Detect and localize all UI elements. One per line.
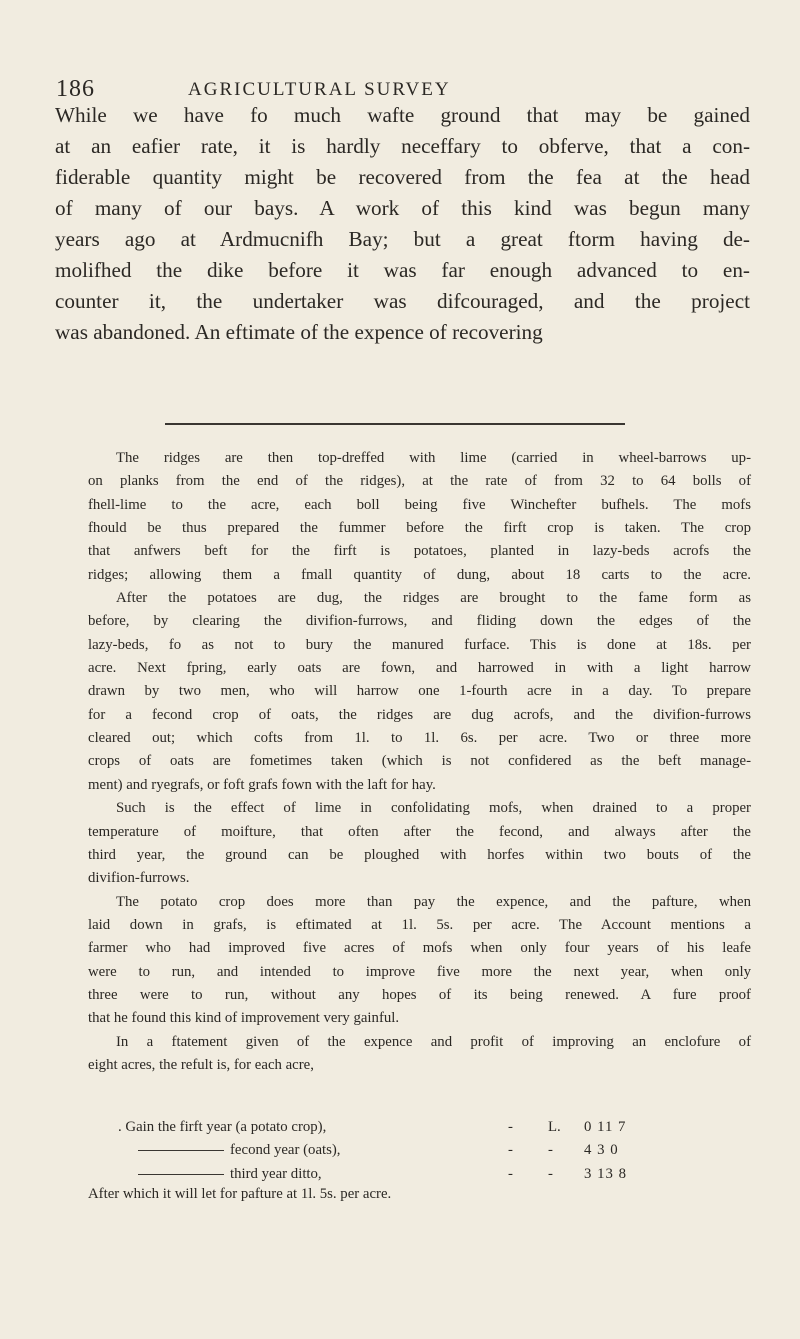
note-line: In a ftatement given of the expence and profit of improving an enclofure of <box>116 1033 751 1050</box>
main-line: While we have fo much wafte ground that may be gained <box>55 103 750 127</box>
ditto-rule <box>138 1150 224 1151</box>
note-line: cleared out; which cofts from 1l. to 1l. 6s. per acre. Two or three more <box>88 730 751 747</box>
note-line: for a fecond crop of oats, the ridges are dug acrofs, and the divifion-furrows <box>88 706 751 723</box>
note-line: were to run, and intended to improve five more the next year, when only <box>88 963 751 980</box>
note-line: third year, the ground can be ploughed with horfes within two bouts of the <box>88 846 751 863</box>
note-line: divifion-furrows. <box>88 870 190 887</box>
note-line: temperature of moifture, that often after the fecond, and always after the <box>88 823 751 840</box>
note-line: eight acres, the refult is, for each acre, <box>88 1056 314 1073</box>
note-line: The potato crop does more than pay the expence, and the pafture, when <box>116 893 751 910</box>
gain-amount: 0 11 7 <box>584 1119 627 1135</box>
note-line: three were to run, without any hopes of its being renewed. A fure proof <box>88 986 751 1003</box>
gain-amount: 3 13 8 <box>584 1165 627 1182</box>
gain-label: . Gain the firft year (a potato crop), <box>118 1119 327 1135</box>
note-line: farmer who had improved five acres of mofs when only four years of his leafe <box>88 940 751 957</box>
page-number: 186 <box>56 76 95 102</box>
note-line: on planks from the end of the ridges), at the rate of from 32 to 64 bolls of <box>88 473 751 490</box>
gain-label: third year ditto, <box>230 1165 322 1182</box>
main-line: fiderable quantity might be recovered from the fea at the head <box>55 165 750 189</box>
gain-label: fecond year (oats), <box>230 1142 341 1159</box>
note-line: acre. Next fpring, early oats are fown, and harrowed in with a light harrow <box>88 660 751 677</box>
note-line: The ridges are then top-dreffed with lime (carried in wheel-barrows up- <box>116 450 751 466</box>
ditto-rule <box>138 1174 224 1175</box>
gain-dash: - <box>508 1119 513 1135</box>
gain-dash: - <box>508 1165 513 1182</box>
note-line: before, by clearing the divifion-furrows, and fliding down the edges of the <box>88 613 751 630</box>
main-line: at an eafier rate, it is hardly neceffary to obferve, that a con- <box>55 134 750 158</box>
gain-row <box>88 1163 751 1186</box>
gain-amount: 4 3 0 <box>584 1142 619 1159</box>
running-head: AGRICULTURAL SURVEY <box>188 79 451 100</box>
main-line: was abandoned. An eftimate of the expence of recovering <box>55 320 543 344</box>
note-line: drawn by two men, who will harrow one 1-fourth acre in a day. To prepare <box>88 683 751 700</box>
note-line: ment) and ryegrafs, or foft grafs fown with the laft for hay. <box>88 776 436 793</box>
note-line: fhould be thus prepared the fummer before the firft crop is taken. The crop <box>88 520 751 537</box>
gain-row <box>88 1139 751 1162</box>
gain-dash: - <box>548 1142 553 1159</box>
gain-dash: - <box>508 1142 513 1159</box>
footnote-rule <box>165 423 625 425</box>
main-line: years ago at Ardmucnifh Bay; but a great ftorm having de- <box>55 227 750 251</box>
gain-table <box>88 1116 751 1186</box>
note-line: that he found this kind of improvement very gainful. <box>88 1010 400 1027</box>
note-line: that anfwers beft for the firft is potatoes, planted in lazy-beds acrofs the <box>88 543 751 560</box>
main-paragraph <box>55 100 750 348</box>
note-line: fhell-lime to the acre, each boll being five Winchefter bufhels. The mofs <box>88 496 751 513</box>
note-line: Such is the effect of lime in confolidating mofs, when drained to a proper <box>116 800 751 817</box>
main-line: of many of our bays. A work of this kind was begun many <box>55 196 750 220</box>
footnote-block <box>88 447 751 1077</box>
main-line: counter it, the undertaker was difcouraged, and the project <box>55 289 750 313</box>
closing-line: After which it will let for pafture at 1l. 5s. per acre. <box>88 1186 392 1202</box>
gain-row <box>88 1116 751 1139</box>
note-line: laid down in grafs, is eftimated at 1l. 5s. per acre. The Account mentions a <box>88 916 751 933</box>
note-line: After the potatoes are dug, the ridges are brought to the fame form as <box>116 590 751 607</box>
main-line: molifhed the dike before it was far enough advanced to en- <box>55 258 750 282</box>
gain-currency: L. <box>548 1119 561 1135</box>
note-line: lazy-beds, fo as not to bury the manured furface. This is done at 18s. per <box>88 636 751 653</box>
note-line: crops of oats are fometimes taken (which is not confidered as the beft manage- <box>88 753 751 770</box>
gain-dash: - <box>548 1165 553 1182</box>
note-line: ridges; allowing them a fmall quantity of dung, about 18 carts to the acre. <box>88 566 751 583</box>
